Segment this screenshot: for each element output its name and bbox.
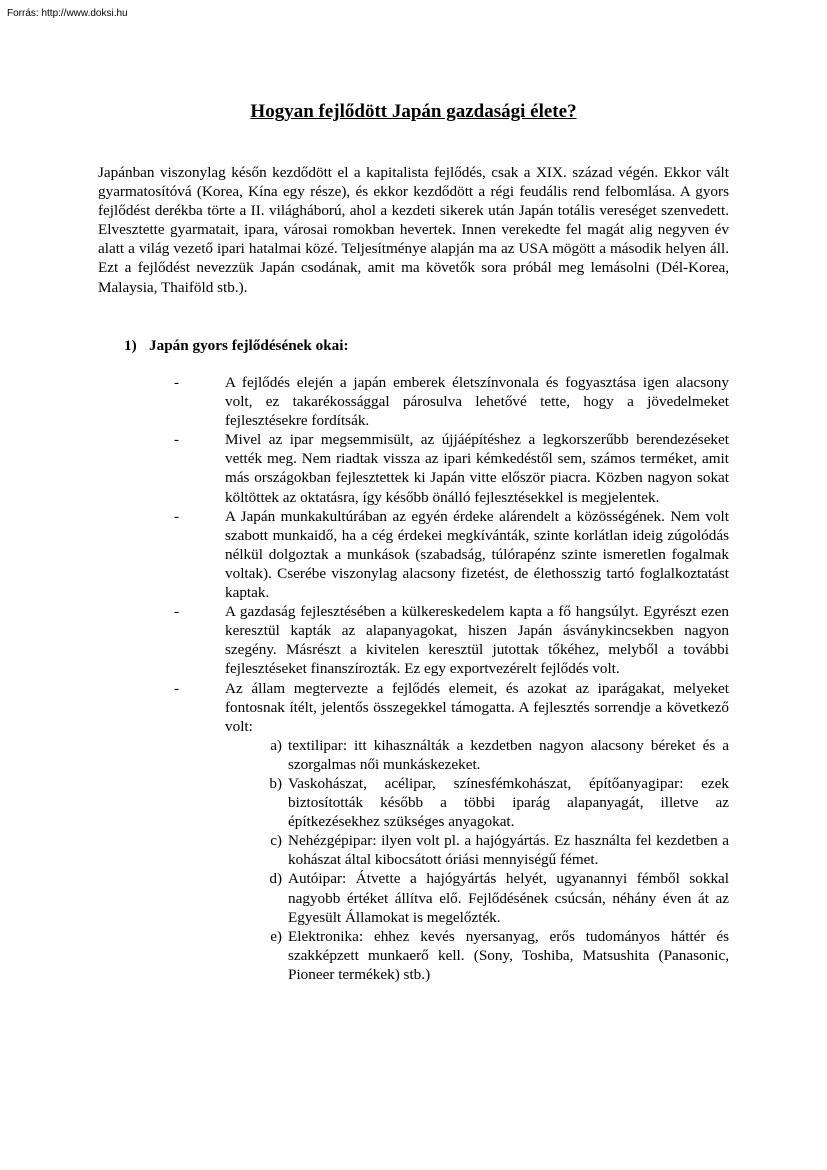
list-item-text: A Japán munkakultúrában az egyén érdeke alárendelt a közösségének. Nem volt szabott munkaidő, ha a cég érdekei megkívánták, szinte korlátlan ideig zúgolódás nélkül dolgoztak a munkások (szabadság, túlórapénz szinte ismeretlen fogalmak voltak). Cserébe viszonylag alacsony fizetést, de élethosszig tartó foglalkoztatást kaptak.: [225, 507, 729, 602]
section-heading: [124, 337, 349, 355]
list-item-body: [225, 679, 729, 985]
reasons-list: [172, 373, 729, 984]
list-item-text: A fejlődés elején a japán emberek életszínvonala és fogyasztása igen alacsony volt, ez takarékossággal párosulva lehetővé tette, hogy a jövedelmeket fejlesztésekre fordítsák.: [225, 374, 729, 430]
list-item: [172, 602, 729, 678]
sublist-text: Nehézgépipar: ilyen volt pl. a hajógyártás. Ez használta fel kezdetben a kohászat által kibocsátott óriási mennyiségű fémet.: [288, 832, 729, 869]
list-item-text: A gazdaság fejlesztésében a külkereskedelem kapta a fő hangsúlyt. Egyrészt ezen keresztül kapták az alapanyagokat, hiszen Japán ásványkincsekben nagyon szegény. Másrészt a kivitelen keresztül jutottak tőkéhez, melyből a további fejlesztéseket finanszírozták. Ez egy exportvezérelt fejlődés volt.: [225, 603, 729, 678]
sublist-text: Elektronika: ehhez kevés nyersanyag, erős tudományos háttér és szakképzett munkaerő kell. (Sony, Toshiba, Matsushita (Panasonic, Pioneer termékek) stb.): [288, 927, 729, 983]
bullet-dash: -: [174, 507, 180, 525]
list-item: [172, 430, 729, 506]
document-title: Hogyan fejlődött Japán gazdasági élete?: [250, 101, 577, 122]
sublist: [261, 736, 729, 984]
intro-paragraph: Japánban viszonylag későn kezdődött el a kapitalista fejlődés, csak a XIX. század végén. Ekkor vált gyarmatosítóvá (Korea, Kína egy része), és ekkor kezdődött a régi feudális rend felbomlása. A gyors fejlődést derékba törte a II. világháború, ahol a kezdeti sikerek után Japán totális vereséget szenvedett. Elvesztette gyarmatait, ipara, városai romokban hevertek. Innen verekedte fel magát alig negyven év alatt a világ vezető ipari hatalmai közé. Teljesítménye alapján ma az USA mögött a második helyen áll. Ezt a fejlődést nevezzük Japán csodának, amit ma követők sora próbál meg lemásolni (Dél-Korea, Malaysia, Thaiföld stb.).: [98, 164, 729, 296]
sublist-text: Vaskohászat, acélipar, színesfémkohászat, építőanyagipar: ezek biztosították később a többi iparág alapanyagát, illetve az építkezésekhez szükséges anyagokat.: [288, 774, 729, 831]
list-item-text: Az állam megtervezte a fejlődés elemeit, és azokat az iparágakat, melyeket fontosnak ítélt, jelentős összegekkel támogatta. A fejlesztés sorrendje a következő volt:: [225, 679, 729, 735]
sublist-item: [261, 831, 729, 869]
sublist-text: textilipar: itt kihasználták a kezdetben nagyon alacsony béreket és a szorgalmas női munkáskezeket.: [288, 736, 729, 773]
sublist-item: [261, 736, 729, 774]
bullet-dash: -: [174, 431, 180, 449]
bullet-dash: -: [174, 374, 180, 391]
list-item: [172, 507, 729, 602]
sublist-item: [261, 869, 729, 926]
sublist-item: [261, 774, 729, 831]
sublist-label: b): [269, 774, 282, 792]
sublist-label: d): [269, 870, 282, 888]
bullet-dash: -: [174, 603, 180, 621]
sublist-text: Autóipar: Átvette a hajógyártás helyét, ugyanannyi fémből sokkal nagyobb értéket állítva elő. Fejlődésének csúcsán, néhány éven át az Egyesült Államokat is megelőzték.: [288, 870, 729, 926]
section-number: 1): [124, 337, 137, 354]
list-item: [172, 373, 729, 430]
section-title: Japán gyors fejlődésének okai:: [149, 337, 349, 354]
bullet-dash: -: [174, 679, 180, 697]
sublist-label: a): [270, 736, 282, 754]
list-item-text: Mivel az ipar megsemmisült, az újjáépítéshez a legkorszerűbb berendezéseket vették meg. Nem riadtak vissza az ipari kémkedéstől sem, számos terméket, amit más országokban fejlesztettek ki Japán vitte először piacra. Közben nagyon sokat költöttek az oktatásra, így később önálló fejlesztésekkel is megjelentek.: [225, 431, 729, 506]
source-note: Forrás: http://www.doksi.hu: [7, 8, 128, 19]
sublist-label: e): [270, 927, 282, 945]
sublist-label: c): [270, 832, 282, 850]
list-item: [172, 679, 729, 985]
sublist-item: [261, 927, 729, 984]
